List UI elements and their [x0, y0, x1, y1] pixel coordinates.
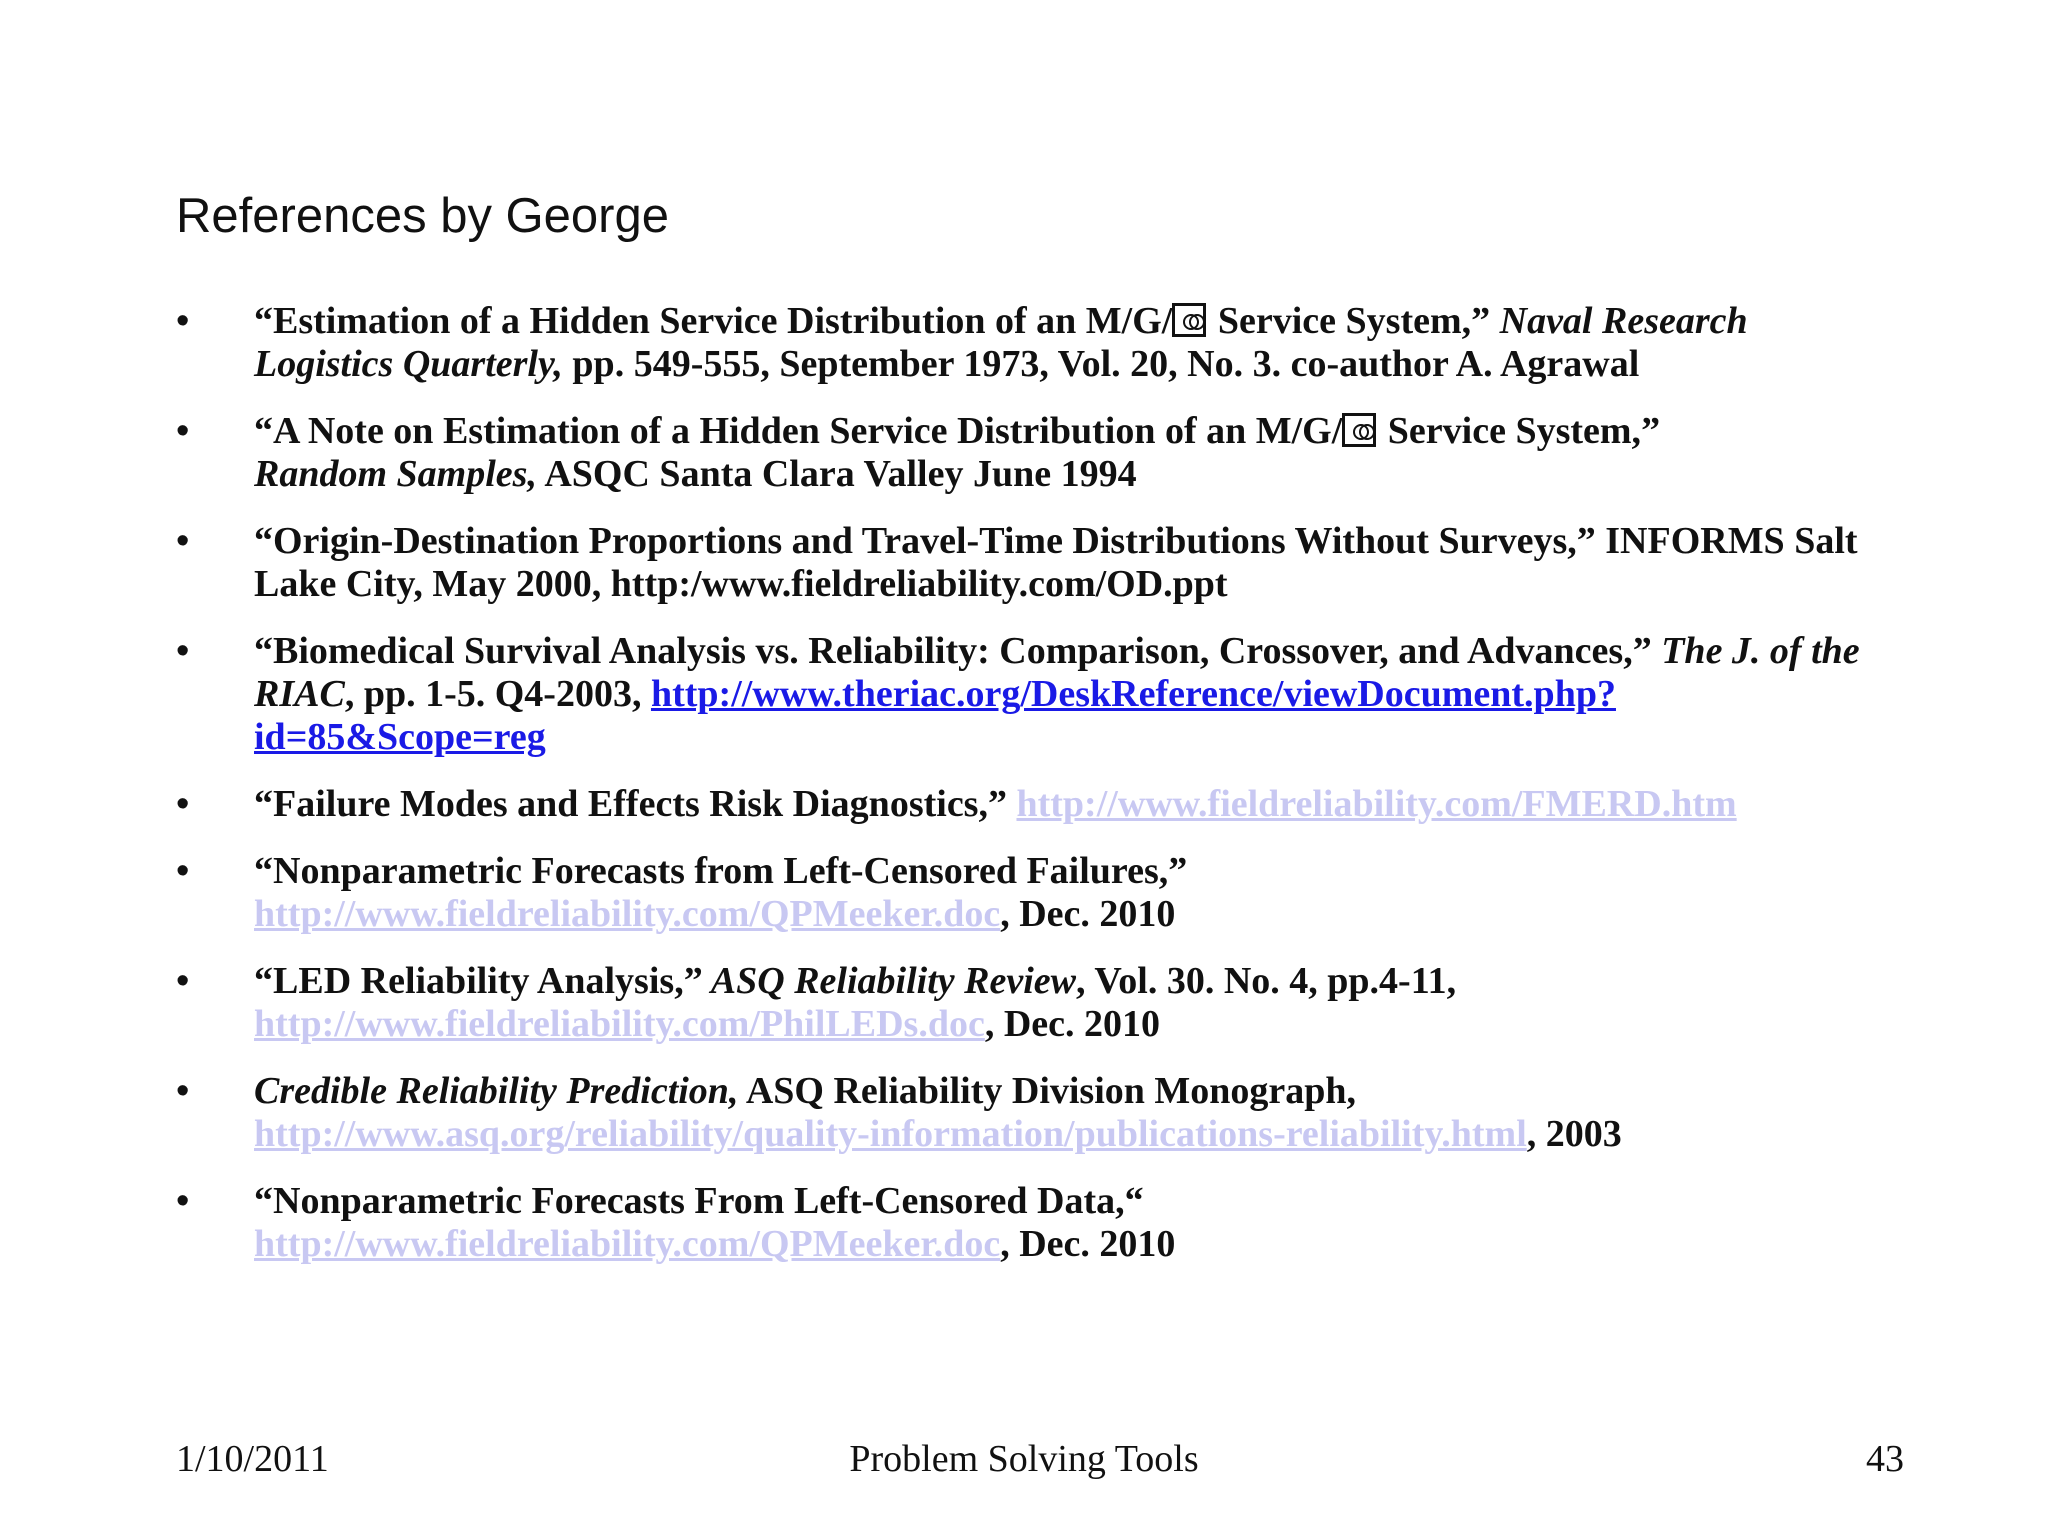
- reference-title-part: Service System,: [1378, 410, 1642, 452]
- close-quote: ”: [987, 783, 1007, 825]
- open-quote: “: [254, 783, 273, 825]
- infinity-box-icon: [1342, 413, 1376, 447]
- reference-title: Nonparametric Forecasts from Left-Censored Failures,: [273, 850, 1169, 892]
- reference-title-part: A Note on Estimation of a Hidden Service Distribution of an M/G/: [273, 410, 1343, 452]
- close-quote: ”: [1576, 520, 1596, 562]
- reference-item-3: [176, 520, 1896, 606]
- reference-title: Credible Reliability Prediction,: [254, 1070, 739, 1112]
- close-quote: “: [1124, 1180, 1144, 1222]
- reference-details: , Dec. 2010: [1000, 1223, 1176, 1265]
- bullet: •: [176, 520, 190, 562]
- close-quote: ”: [1641, 410, 1661, 452]
- reference-link[interactable]: http://www.fieldreliability.com/FMERD.htm: [1016, 783, 1737, 825]
- bullet: •: [176, 1180, 190, 1222]
- reference-item-8: [176, 1070, 1896, 1156]
- reference-details: , Dec. 2010: [1000, 893, 1176, 935]
- close-quote: ”: [683, 960, 703, 1002]
- reference-item-7: [176, 960, 1896, 1046]
- reference-title-part: Estimation of a Hidden Service Distribution of an M/G/: [273, 300, 1173, 342]
- footer-date: 1/10/2011: [176, 1438, 329, 1480]
- reference-item-2: [176, 410, 1896, 496]
- reference-link[interactable]: http://www.fieldreliability.com/QPMeeker.doc: [254, 893, 1001, 935]
- reference-item-6: [176, 850, 1896, 936]
- slide-title: References by George: [176, 189, 669, 243]
- reference-title: Failure Modes and Effects Risk Diagnostics,: [273, 783, 988, 825]
- bullet: •: [176, 783, 190, 825]
- open-quote: “: [254, 300, 273, 342]
- bullet: •: [176, 850, 190, 892]
- reference-title: Nonparametric Forecasts From Left-Censored Data,: [273, 1180, 1125, 1222]
- reference-item-4: [176, 630, 1896, 759]
- reference-details: ASQC Santa Clara Valley June 1994: [536, 453, 1137, 495]
- reference-item-9: [176, 1180, 1896, 1266]
- reference-title: LED Reliability Analysis,: [273, 960, 684, 1002]
- open-quote: “: [254, 1180, 273, 1222]
- open-quote: “: [254, 410, 273, 452]
- open-quote: “: [254, 520, 273, 562]
- reference-details: , 2003: [1526, 1113, 1622, 1155]
- reference-link[interactable]: http://www.theriac.org/DeskReference/viewDocument.php?id=85&Scope=reg: [254, 673, 1616, 758]
- bullet: •: [176, 300, 190, 342]
- reference-title-part: Service System,: [1208, 300, 1472, 342]
- reference-details: INFORMS Salt Lake City, May 2000, http:/www.fieldreliability.com/OD.ppt: [254, 520, 1858, 605]
- journal-name: Random Samples,: [254, 453, 537, 495]
- journal-name: The J. of the RIAC: [254, 630, 1860, 715]
- close-quote: ”: [1471, 300, 1491, 342]
- bullet: •: [176, 630, 190, 672]
- reference-details: , Vol. 30. No. 4, pp.4-11,: [1076, 960, 1457, 1002]
- bullet: •: [176, 960, 190, 1002]
- journal-name: ASQ Reliability Review: [702, 960, 1076, 1002]
- reference-details: , pp. 1-5. Q4-2003,: [344, 673, 651, 715]
- reference-item-1: [176, 300, 1896, 386]
- reference-details: ASQ Reliability Division Monograph,: [738, 1070, 1357, 1112]
- reference-item-5: [176, 783, 1896, 826]
- reference-details: pp. 549-555, September 1973, Vol. 20, No. 3. co-author A. Agrawal: [562, 343, 1640, 385]
- journal-name: Naval Research Logistics Quarterly,: [254, 300, 1748, 385]
- reference-title: Biomedical Survival Analysis vs. Reliability: Comparison, Crossover, and Advances,: [273, 630, 1633, 672]
- page-number: 43: [1866, 1438, 1904, 1480]
- reference-link[interactable]: http://www.fieldreliability.com/QPMeeker.doc: [254, 1223, 1001, 1265]
- open-quote: “: [254, 960, 273, 1002]
- reference-link[interactable]: http://www.asq.org/reliability/quality-information/publications-reliability.html: [254, 1113, 1527, 1155]
- reference-title: Origin-Destination Proportions and Travel-Time Distributions Without Surveys,: [273, 520, 1577, 562]
- reference-details: , Dec. 2010: [984, 1003, 1161, 1045]
- bullet: •: [176, 410, 190, 452]
- close-quote: ”: [1168, 850, 1188, 892]
- reference-link[interactable]: http://www.fieldreliability.com/PhilLEDs.doc: [254, 1003, 985, 1045]
- close-quote: ”: [1632, 630, 1652, 672]
- bullet: •: [176, 1070, 190, 1112]
- open-quote: “: [254, 630, 273, 672]
- footer-title: Problem Solving Tools: [849, 1438, 1199, 1480]
- open-quote: “: [254, 850, 273, 892]
- infinity-box-icon: [1172, 303, 1206, 337]
- reference-list: [176, 300, 1896, 1290]
